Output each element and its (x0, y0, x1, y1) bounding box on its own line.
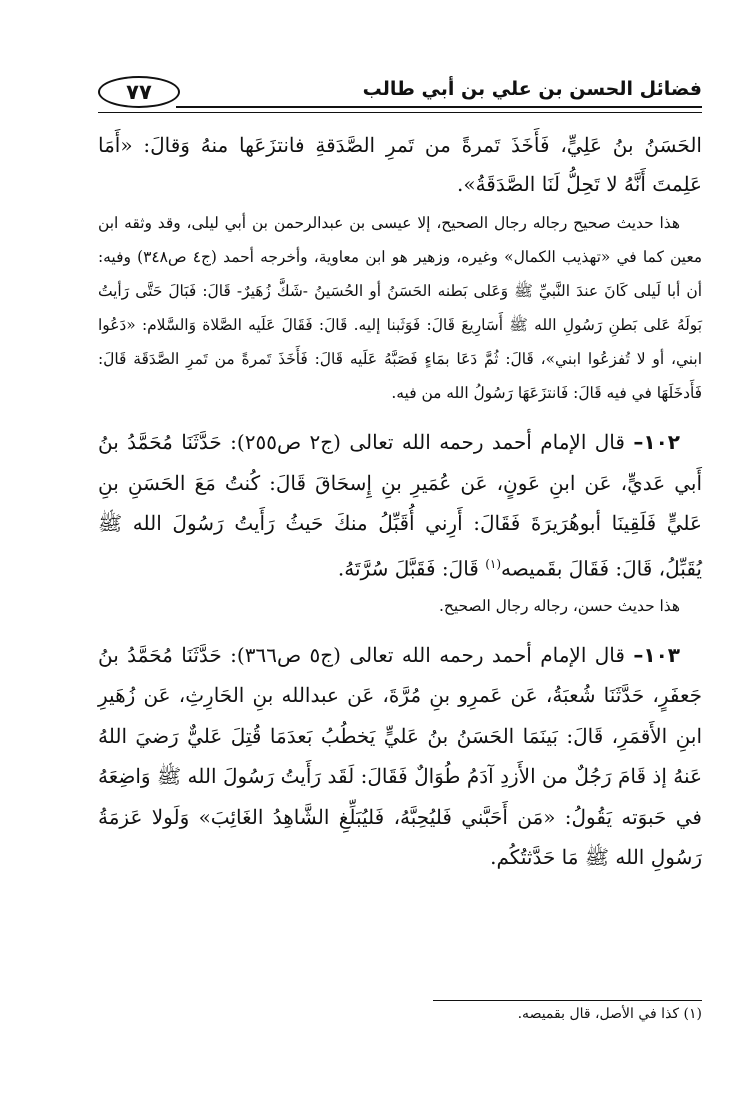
page-header (98, 74, 702, 114)
footnote-rule (433, 1000, 702, 1001)
hadith-text-end: قَالَ: فَقَبَّلَ سُرَّتَهُ. (337, 556, 486, 581)
hadith-102-grading: هذا حديث حسن، رجاله رجال الصحيح. (439, 596, 680, 615)
continued-hadith-text: الحَسَنُ بنُ عَلِيٍّ، فَأَخَذَ تَمرةً من تَمرِ الصَّدَقةِ فانتزَعَها منهُ وَقالَ: «أَمَا عَلِمتَ أَنَّهُ لا تَحِلُّ لَنَا الصَّدَقَةُ». (98, 133, 702, 196)
hadith-commentary: هذا حديث صحيح رجاله رجال الصحيح، إلا عيسى بن عبدالرحمن بن أبي ليلى، وقد وثقه ابن معين كما في «تهذيب الكمال» وغيره، وزهير هو ابن معاوية، وأخرجه أحمد (ج٤ ص٣٤٨) وفيه: أن أبا لَيلى كَانَ عندَ النَّبيِّ ﷺ وَعَلى بَطنه الحَسَنُ أو الحُسَينُ -شَكَّ زُهَيرٌ- قَالَ: فَبَالَ حَتَّى رَأيتُ بَولَهُ عَلى بَطنِ رَسُولِ الله ﷺ أَسَارِيعَ قَالَ: فَوَثَبنا إليه. قَالَ: فَقَالَ عَلَيه الصَّلاة وَالسَّلام: «دَعُوا ابني، أو لا تُفزعُوا ابني»، قَالَ: ثُمَّ دَعَا بمَاءٍ فَصَبَّهُ عَلَيه قَالَ: فَأَخَذَ تَمرةً من تَمرِ الصَّدَقَة قَالَ: فَأَدخَلَهَا في فيه قَالَ: فَانتزَعَهَا رَسُولُ الله من فيه. (98, 214, 702, 402)
hadith-number: ١٠٢– (633, 430, 680, 454)
hadith-text: قال الإمام أحمد رحمه الله تعالى (ج٢ ص٢٥٥): حَدَّثَنَا مُحَمَّدُ بنُ أَبي عَديٍّ، عَن ابنِ عَونٍ، عَن عُمَيرِ بنِ إِسحَاقَ قَالَ: كُنتُ مَعَ الحَسَنِ بنِ عَليٍّ فَلَقِينَا أبوهُرَيرَةَ فَقَالَ: أَرِني أُقَبِّلُ منكَ حَيثُ رَأَيتُ رَسُولَ الله ﷺ يُقَبِّلُ، قَالَ: فَقَالَ بقَميصه (98, 430, 702, 581)
footnote-ref: (١) (485, 556, 502, 571)
footnote: (١) كذا في الأصل، قال بقميصه. (517, 1006, 702, 1022)
hadith-102 (98, 422, 702, 589)
running-title: فضائل الحسن بن علي بن أبي طالب (362, 78, 702, 100)
page-body (98, 74, 702, 878)
hadith-text: قال الإمام أحمد رحمه الله تعالى (ج٥ ص٣٦٦): حَدَّثَنَا مُحَمَّدُ بنُ جَعفَرٍ، حَدَّثَنَا شُعبَةُ، عَن عَمرِو بنِ مُرَّةَ، عَن عبدالله بنِ الحَارِثِ، عَن زُهَيرِ ابنِ الأَقمَرِ، قَالَ: بَينَمَا الحَسَنُ بنُ عَليٍّ يَخطُبُ بَعدَمَا قُتِلَ عَليٌّ رَضيَ اللهُ عَنهُ إذ قَامَ رَجُلٌ من الأَزدِ آدَمُ طُوَالٌ فَقَالَ: لَقَد رَأَيتُ رَسُولَ الله ﷺ وَاضِعَهُ في حَبوَته يَقُولُ: «مَن أَحَبَّني فَليُحِبَّهُ، فَليُبَلِّغِ الشَّاهِدُ الغَائِبَ» وَلَولا عَزمَةُ رَسُولِ الله ﷺ مَا حَدَّثتُكُم. (98, 642, 702, 870)
hadith-number: ١٠٣– (633, 642, 680, 667)
header-rule (176, 106, 702, 108)
header-rule-thin (98, 112, 702, 113)
page-number: ٧٧ (98, 76, 180, 108)
hadith-103 (98, 635, 702, 878)
